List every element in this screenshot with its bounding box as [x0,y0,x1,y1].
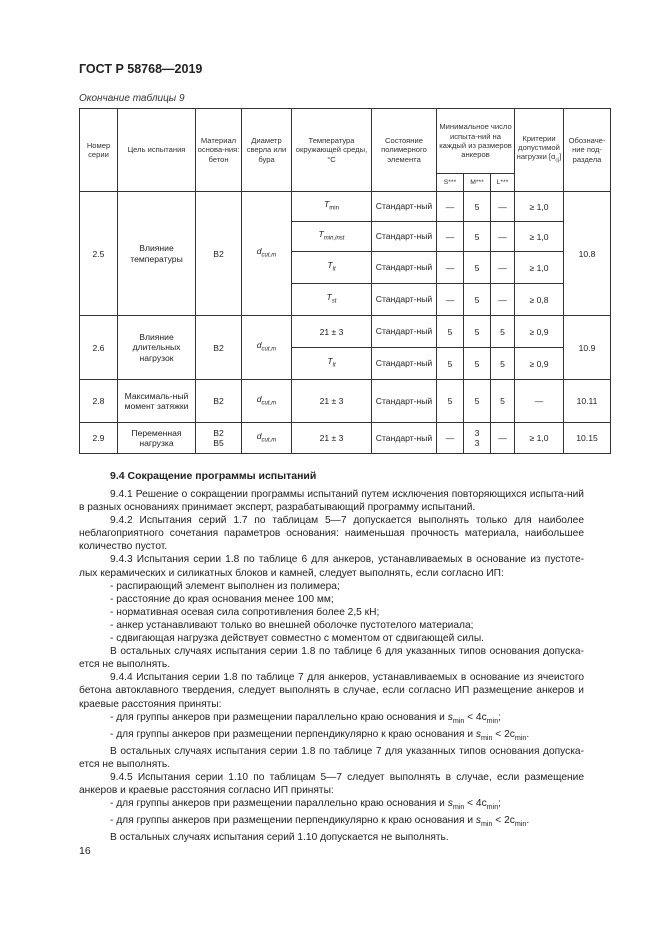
header-purpose: Цель испытания [118,109,196,192]
list-item: - для группы анкеров при размещении параллельно краю основания и $s_{min} < 4c_{min}$; [110,798,501,812]
header-min-count: Минимальное число испыта-ний на каждый из размеров анкеров [437,109,515,174]
cell-diameter: $d_{cut,m}$ [242,380,292,423]
header-criteria: Критерии допустимой нагрузки $[\alpha_{cj}]$ [515,109,564,192]
cell-m: 5 [464,316,491,348]
cell-state: Стандарт-ный [372,380,437,423]
cell-series: 2.5 [80,192,118,316]
cell-m: 3 3 [464,423,491,454]
cell-l: — [491,192,515,222]
cell-s: — [437,423,464,454]
cell-state: Стандарт-ный [372,284,437,316]
paragraph-9-4-5: 9.4.5 Испытания серии 1.10 по таблицам 5—7 следует выполнять в случае, если размещение анкеров и краевые расстояния согласно ИП приняты: [79,772,584,797]
list-item: - нормативная осевая сила сопротивления более 2,5 кН; [110,606,380,618]
table-9 [79,108,611,454]
cell-l: 5 [491,380,515,423]
cell-criteria: ≥ 0,9 [515,316,564,348]
paragraph-9-4-1: 9.4.1 Решение о сокращении программы испытаний путем исключения повторяющихся испыта-ний в разных основаниях принимает эксперт, разрабатывающий программу испытаний. [79,489,584,514]
cell-temperature: $T_{lt}$ [292,252,372,284]
cell-series: 2.9 [80,423,118,454]
list-item: - анкер устанавливают только во внешней оболочке пустотелого материала; [110,619,474,631]
header-base-material: Материал основа-ния: бетон [196,109,242,192]
header-designation: Обозначе-ние под-раздела [564,109,611,192]
cell-state: Стандарт-ный [372,252,437,284]
header-size-s: S*** [437,174,464,192]
cell-temperature: $T_{lt}$ [292,348,372,380]
list-item: - для группы анкеров при размещении параллельно краю основания и $s_{min} < 4c_{min}$; [110,711,501,725]
cell-criteria: ≥ 0,9 [515,348,564,380]
cell-temperature: 21 ± 3 [292,316,372,348]
header-size-m: M*** [464,174,491,192]
cell-purpose: Влияние температуры [118,192,196,316]
list-item: - для группы анкеров при размещении перпендикулярно к краю основания и $s_{min} < 2c_{min}$. [110,728,530,742]
list-item: - сдвигающая нагрузка действует совместно с моментом от сдвигающей силы. [110,633,484,645]
cell-m: 5 [464,222,491,252]
header-polymer-state: Состояние полимерного элемента [372,109,437,192]
cell-l: — [491,423,515,454]
cell-purpose: Влияние длительных нагрузок [118,316,196,380]
cell-state: Стандарт-ный [372,192,437,222]
cell-m: 5 [464,284,491,316]
cell-purpose: Максималь-ный момент затяжки [118,380,196,423]
list-item: - распирающий элемент выполнен из полимера; [110,580,340,592]
paragraph-9-4-4-rest: В остальных случаях испытания серии 1.8 по таблице 7 для указанных типов основания допуска-ется не выполнять. [79,745,584,770]
header-size-l: L*** [491,174,515,192]
cell-s: — [437,192,464,222]
cell-series: 2.8 [80,380,118,423]
cell-state: Стандарт-ный [372,348,437,380]
cell-m: 5 [464,348,491,380]
paragraph-9-4-2: 9.4.2 Испытания серий 1.7 по таблицам 5—7 допускается выполнять только для наиболее неблагоприятного сочетания параметров основания: наименьшая прочность материала, наибольшее количество пустот. [79,515,584,553]
header-drill-diameter: Диаметр сверла или бура [242,109,292,192]
cell-designation: 10.15 [564,423,611,454]
cell-criteria: ≥ 0,8 [515,284,564,316]
cell-base: B2 [196,192,242,316]
cell-designation: 10.9 [564,316,611,380]
cell-m: 5 [464,192,491,222]
cell-state: Стандарт-ный [372,222,437,252]
paragraph-9-4-3: 9.4.3 Испытания серии 1.8 по таблице 6 для анкеров, устанавливаемых в основание из пустоте-лых керамических и силикатных блоков и камней, следует выполнять, если согласно ИП: [79,554,584,579]
cell-s: — [437,222,464,252]
cell-diameter: $d_{cut,m}$ [242,316,292,380]
cell-criteria: — [515,380,564,423]
cell-state: Стандарт-ный [372,316,437,348]
cell-base: B2 B5 [196,423,242,454]
cell-temperature: 21 ± 3 [292,423,372,454]
cell-base: B2 [196,316,242,380]
table-row [80,316,611,348]
paragraph-9-4-5-rest: В остальных случаях испытания серий 1.10 допускается не выполнять. [110,832,449,844]
cell-s: 5 [437,316,464,348]
cell-diameter: $d_{cut,m}$ [242,192,292,316]
cell-s: — [437,284,464,316]
cell-base: B2 [196,380,242,423]
section-title: 9.4 Сокращение программы испытаний [110,470,317,482]
cell-temperature: $T_{min}$ [292,192,372,222]
body-text [79,488,584,845]
cell-s: — [437,252,464,284]
list-item: - для группы анкеров при размещении перпендикулярно к краю основания и $s_{min} < 2c_{min}$. [110,815,530,829]
table-row [80,192,611,222]
paragraph-9-4-4: 9.4.4 Испытания серии 1.8 по таблице 7 для анкеров, устанавливаемых в основание из ячеистого бетона автоклавного твердения, следует выполнять в случае, если согласно ИП размещение анкеров и краевые расстояния приняты: [79,672,584,710]
header-temperature: Температура окружающей среды, °C [292,109,372,192]
cell-s: 5 [437,380,464,423]
cell-temperature: $T_{st}$ [292,284,372,316]
table-row [80,423,611,454]
cell-state: Стандарт-ный [372,423,437,454]
table-row [80,380,611,423]
cell-temperature: 21 ± 3 [292,380,372,423]
cell-criteria: ≥ 1,0 [515,252,564,284]
cell-l: 5 [491,348,515,380]
table-caption: Окончание таблицы 9 [79,93,185,104]
header-series: Номер серии [80,109,118,192]
cell-diameter: $d_{cut,m}$ [242,423,292,454]
cell-criteria: ≥ 1,0 [515,222,564,252]
cell-m: 5 [464,380,491,423]
cell-l: — [491,222,515,252]
cell-l: 5 [491,316,515,348]
document-header: ГОСТ Р 58768—2019 [79,62,203,76]
cell-temperature: $T_{min,inst}$ [292,222,372,252]
list-item: - расстояние до края основания менее 100 мм; [110,593,334,605]
cell-designation: 10.8 [564,192,611,316]
cell-l: — [491,284,515,316]
cell-designation: 10.11 [564,380,611,423]
cell-s: 5 [437,348,464,380]
paragraph-9-4-3-rest: В остальных случаях испытания серии 1.8 по таблице 6 для указанных типов основания допуска-ется не выполнять. [79,646,584,671]
cell-m: 5 [464,252,491,284]
cell-criteria: ≥ 1,0 [515,423,564,454]
cell-series: 2.6 [80,316,118,380]
cell-criteria: ≥ 1,0 [515,192,564,222]
cell-l: — [491,252,515,284]
page-number: 16 [79,845,91,857]
cell-purpose: Переменная нагрузка [118,423,196,454]
